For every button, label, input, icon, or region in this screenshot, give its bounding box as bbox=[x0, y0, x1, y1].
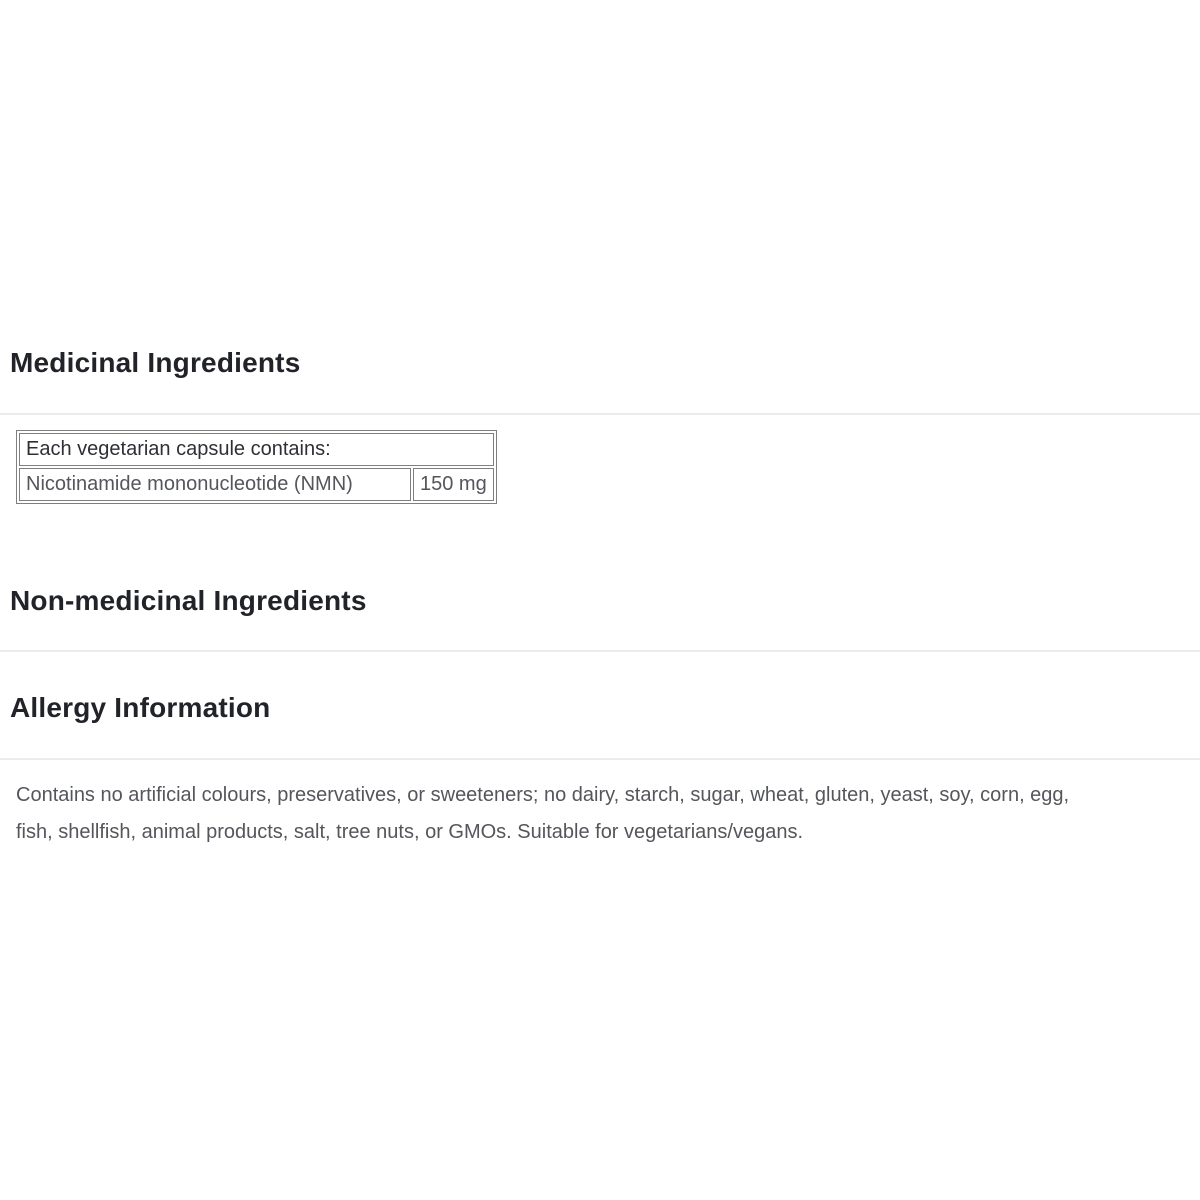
table-header-cell: Each vegetarian capsule contains: bbox=[19, 433, 494, 466]
allergy-information-text: Contains no artificial colours, preservatives, or sweeteners; no dairy, starch, sugar, wheat, gluten, yeast, soy, corn, egg, fish, shellfish, animal products, salt, tree nuts, or GMOs. Suitable for vegetarians/vegans. bbox=[16, 784, 1070, 843]
section-divider bbox=[0, 413, 1200, 415]
section-divider bbox=[0, 758, 1200, 760]
table-row bbox=[19, 468, 494, 501]
medicinal-ingredients-heading: Medicinal Ingredients bbox=[10, 347, 301, 378]
table-header-row bbox=[19, 433, 494, 466]
allergy-information-heading: Allergy Information bbox=[10, 692, 271, 723]
ingredient-name-cell: Nicotinamide mononucleotide (NMN) bbox=[19, 468, 411, 501]
ingredient-amount-cell: 150 mg bbox=[413, 468, 494, 501]
non-medicinal-ingredients-heading: Non-medicinal Ingredients bbox=[10, 585, 367, 616]
section-divider bbox=[0, 650, 1200, 652]
medicinal-ingredients-table bbox=[16, 430, 497, 504]
